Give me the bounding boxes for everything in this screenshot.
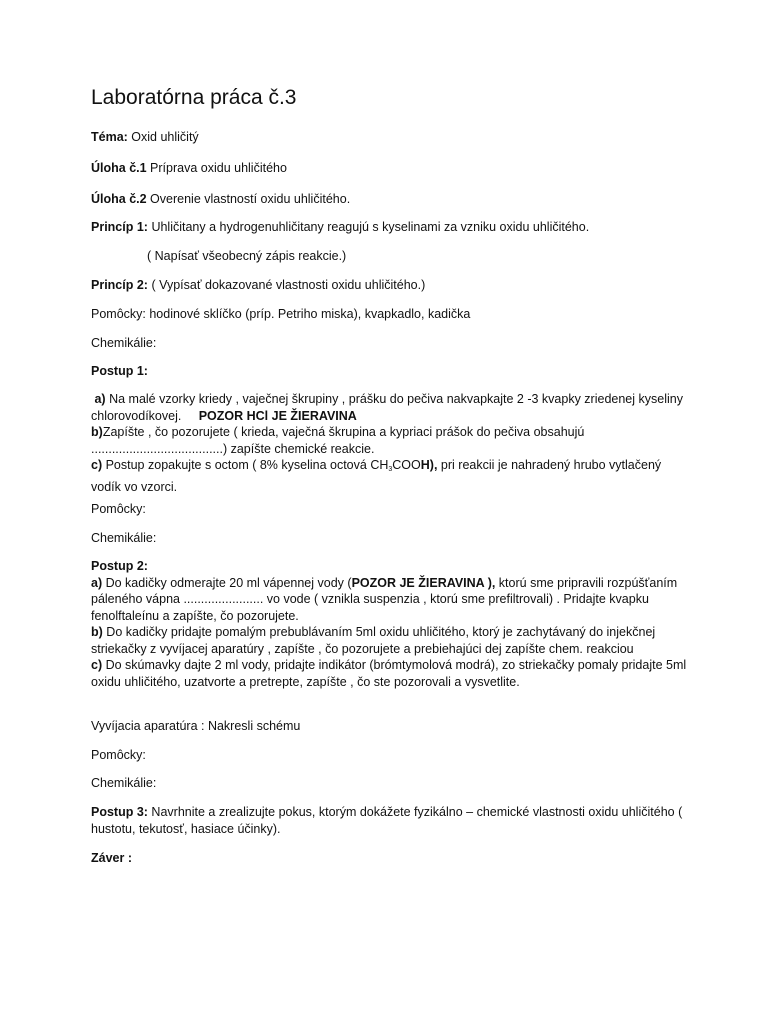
- pomocky-1: Pomôcky: hodinové sklíčko (príp. Petriho miska), kvapkadlo, kadička: [91, 307, 471, 321]
- postup1-c-text2: COO: [392, 458, 421, 472]
- postup2-b-text: Do kadičky pridajte pomalým prebublávaním 5ml oxidu uhličitého, ktorý je zachytávaný do injekčnej striekačky z vyvíjacej aparatúry , zapíšte , čo pozorujete a prebiehajúci dej zapíšte chem. reakciou: [91, 625, 656, 656]
- pomocky-3: Pomôcky:: [91, 748, 146, 762]
- pomocky-2: Pomôcky:: [91, 502, 146, 516]
- princip2-label: Princíp 2:: [91, 278, 148, 292]
- postup2-a-text1: Do kadičky odmerajte 20 ml vápennej vody (: [102, 575, 352, 590]
- tema-text: Oxid uhličitý: [127, 130, 199, 144]
- postup1-body: [91, 391, 691, 495]
- postup2-c-label: c): [91, 658, 103, 672]
- postup1-b-label: b): [91, 425, 103, 439]
- postup1-c-text1: Postup zopakujte s octom ( 8% kyselina octová CH: [102, 458, 389, 472]
- postup2-b-label: b): [91, 625, 103, 639]
- uloha2-text: Overenie vlastností oxidu uhličitého.: [146, 192, 351, 206]
- postup1-warning: POZOR HCl JE ŽIERAVINA: [198, 408, 357, 423]
- chemikalie-3: Chemikálie:: [91, 776, 157, 790]
- postup1-a-label: a): [94, 392, 106, 406]
- postup2-a-text2: ktorú sme pripravili rozpúšťaním páleného vápna ....................... vo vode ( vznikla suspenzia , ktorú sme prefiltrovali) . Pridajte kvapku fenolftaleínu a zapíšte, čo pozorujete.: [91, 575, 678, 623]
- postup1-b-text: Zapíšte , čo pozorujete ( krieda, vaječná škrupina a kypriaci prášok do pečiva obsahujú ......................................) zapíšte chemické reakcie.: [91, 425, 585, 456]
- postup3-label: Postup 3:: [91, 805, 148, 819]
- postup1-c-sub: 3: [388, 466, 393, 473]
- postup3-line: [91, 804, 691, 837]
- postup3-text: Navrhnite a zrealizujte pokus, ktorým dokážete fyzikálno – chemické vlastnosti oxidu uhličitého ( hustotu, tekutosť, hasiace účinky).: [91, 805, 683, 836]
- zaver-heading: Záver :: [91, 851, 132, 865]
- postup2-warning: POZOR JE ŽIERAVINA ),: [351, 575, 496, 590]
- uloha1-label: Úloha č.1: [91, 161, 147, 175]
- tema-label: Téma:: [91, 130, 128, 144]
- princip2-text: ( Vypísať dokazované vlastnosti oxidu uhličitého.): [147, 278, 426, 292]
- princip1-label: Princíp 1:: [91, 220, 148, 234]
- princip1-text: Uhličitany a hydrogenuhličitany reagujú s kyselinami za vzniku oxidu uhličitého.: [147, 220, 590, 234]
- uloha1-text: Príprava oxidu uhličitého: [146, 161, 287, 175]
- uloha2-label: Úloha č.2: [91, 192, 147, 206]
- chemikalie-2: Chemikálie:: [91, 531, 157, 545]
- postup2-heading: Postup 2:: [91, 559, 148, 573]
- postup1-c-bold: H),: [420, 458, 438, 472]
- uloha1-line: [91, 160, 691, 177]
- page-title: Laboratórna práca č.3: [91, 86, 297, 109]
- tema-line: [91, 129, 691, 146]
- postup2-body: [91, 558, 691, 690]
- princip1-line: [91, 219, 691, 236]
- postup2-a-label: a): [91, 575, 103, 590]
- postup1-heading: Postup 1:: [91, 364, 148, 378]
- princip2-line: [91, 277, 691, 294]
- princip1-note: ( Napísať všeobecný zápis reakcie.): [147, 249, 347, 263]
- postup2-c-text: Do skúmavky dajte 2 ml vody, pridajte indikátor (brómtymolová modrá), zo striekačky pomaly pridajte 5ml oxidu uhličitého, uzatvorte a pretrepte, zapíšte , čo ste pozorovali a vysvetlite.: [91, 658, 687, 689]
- postup1-c-label: c): [91, 458, 103, 472]
- uloha2-line: [91, 191, 691, 208]
- postup1-a-text: Na malé vzorky kriedy , vaječnej škrupiny , prášku do pečiva nakvapkajte 2 -3 kvapky zriedenej kyseliny chlorovodíkovej.: [91, 392, 683, 423]
- chemikalie-1: Chemikálie:: [91, 336, 157, 350]
- postup1-c-text3: pri reakcii je nahradený hrubo vytlačený vodík vo vzorci.: [91, 458, 662, 494]
- aparatura-line: Vyvíjacia aparatúra : Nakresli schému: [91, 719, 301, 733]
